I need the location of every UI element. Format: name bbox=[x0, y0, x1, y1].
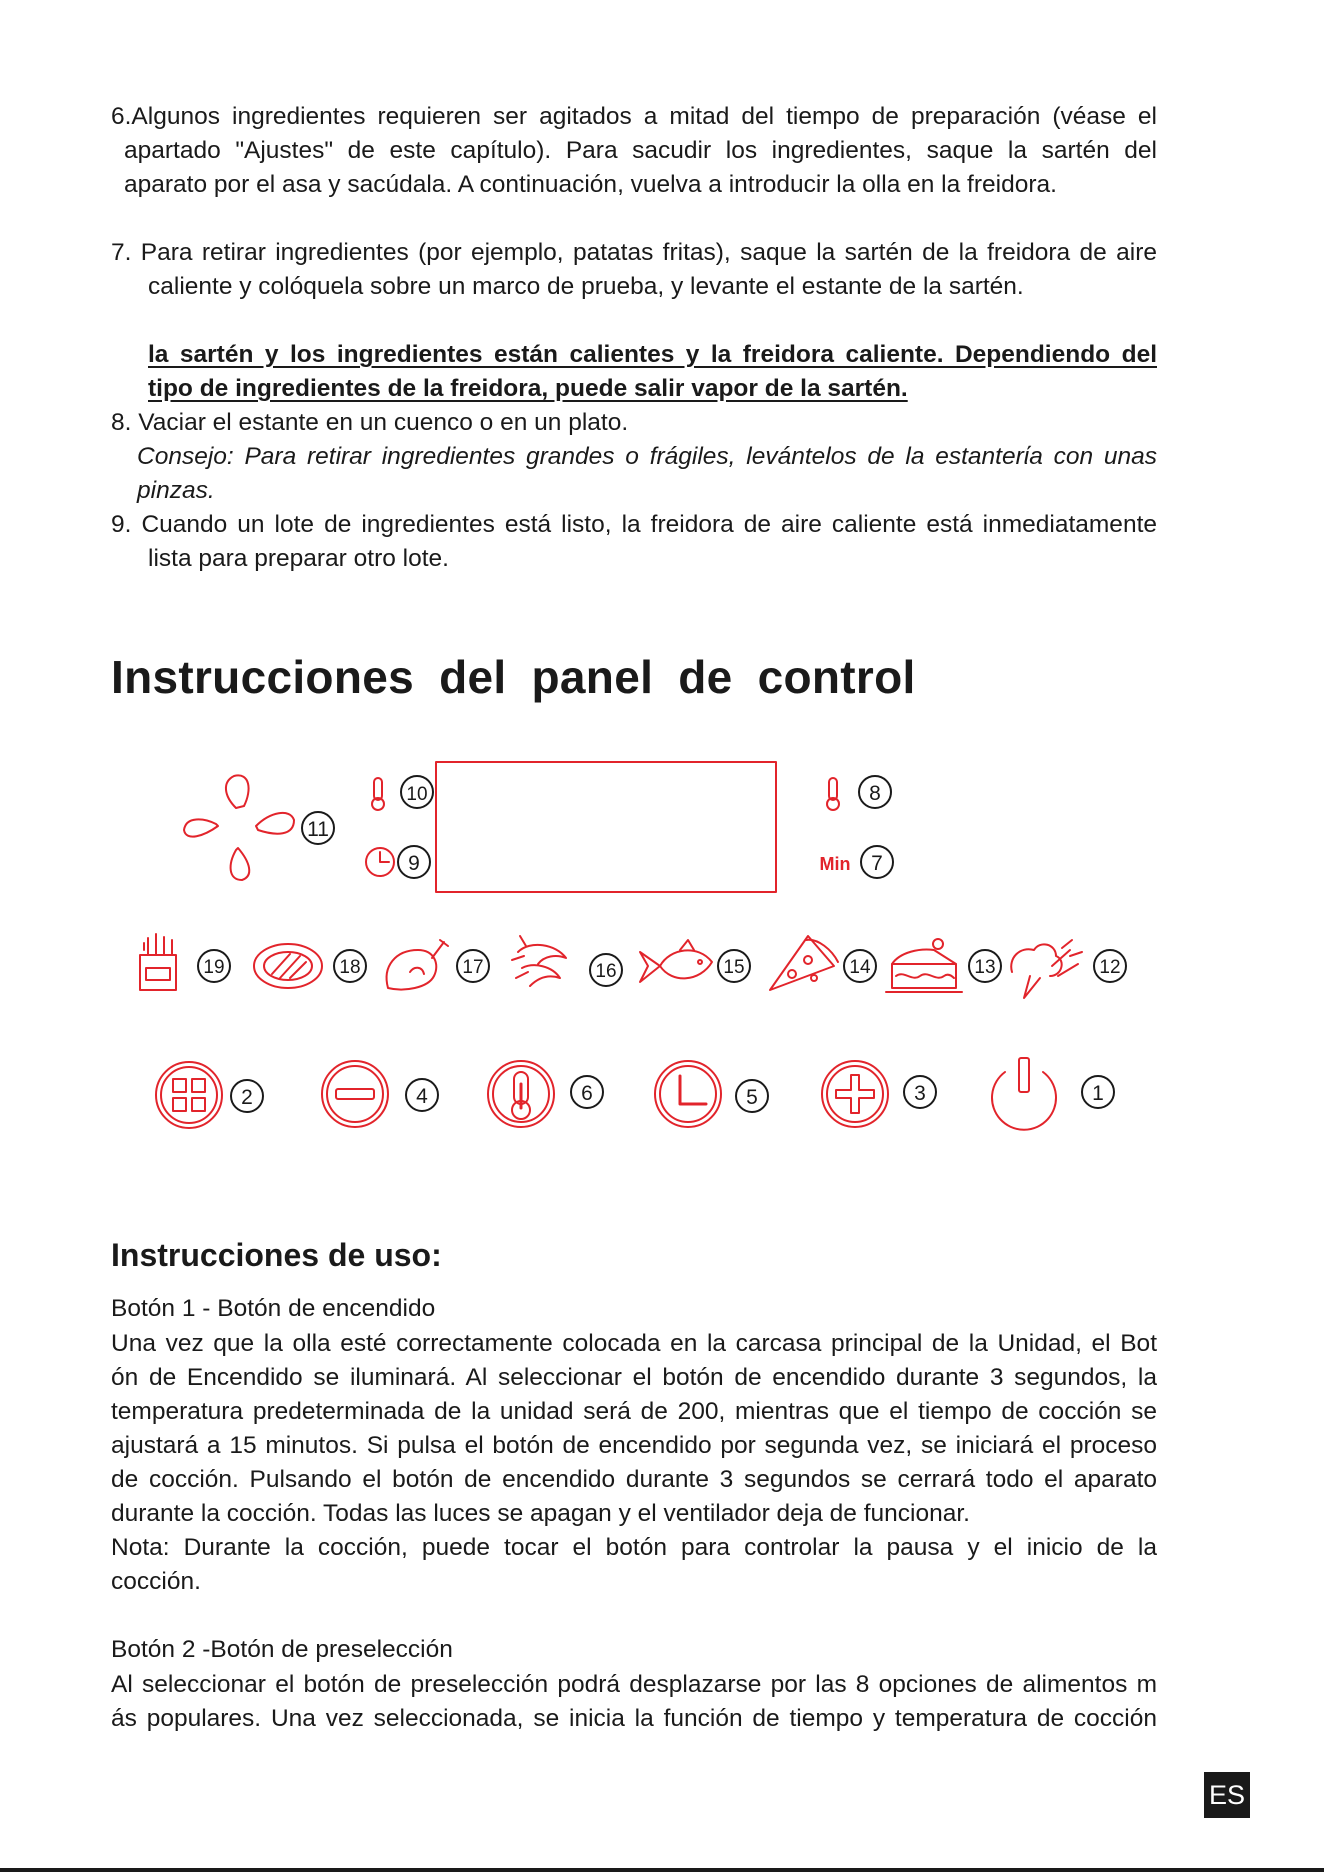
tip-line-1: Consejo: Para retirar ingredientes grandes o frágiles, levántelos de la estanterίa con unas bbox=[137, 443, 1157, 470]
bottom-rule bbox=[0, 1868, 1324, 1872]
step-6-line-3: aparato por el asa y sacúdala. A continuación, vuelva a introducir la olla en la freidora. bbox=[124, 171, 1057, 198]
steak-icon bbox=[254, 944, 322, 988]
step-6-line-2: apartado "Ajustes" de este capítulo). Para sacudir los ingredientes, saque la sartén del bbox=[124, 137, 1157, 164]
number-19-badge bbox=[198, 950, 230, 982]
number-10: 10 bbox=[406, 784, 428, 805]
time-button[interactable] bbox=[655, 1061, 721, 1127]
button-2-line-2: ás populares. Una vez seleccionada, se inicia la función de tiempo y temperatura de cocción bbox=[111, 1705, 1157, 1732]
number-9-badge bbox=[398, 846, 430, 878]
number-15: 15 bbox=[723, 957, 745, 978]
usage-heading: Instrucciones de uso: bbox=[111, 1237, 442, 1273]
number-12: 12 bbox=[1099, 957, 1121, 978]
thermometer-icon bbox=[512, 1072, 530, 1119]
step-9-line-1: 9. Cuando un lote de ingredientes está listo, la freidora de aire caliente está inmediatamente bbox=[111, 511, 1157, 538]
thermometer-icon bbox=[827, 778, 839, 810]
thermometer-icon bbox=[372, 778, 384, 810]
chicken-icon bbox=[387, 940, 448, 990]
button-1-line-4: ajustará a 15 minutos. Si pulsa el botón de encendido por segunda vez, se iniciará el proceso bbox=[111, 1432, 1157, 1459]
fan-icon bbox=[184, 775, 294, 880]
number-2: 2 bbox=[241, 1086, 253, 1109]
number-14: 14 bbox=[849, 957, 871, 978]
button-1-line-6: durante la cocción. Todas las luces se apagan y el ventilador deja de funcionar. bbox=[111, 1500, 970, 1527]
number-2-badge bbox=[231, 1080, 263, 1112]
step-7-line-1: 7. Para retirar ingredientes (por ejemplo, patatas fritas), saque la sartén de la freidora de aire bbox=[111, 239, 1157, 266]
power-icon bbox=[992, 1058, 1056, 1130]
display-screen bbox=[436, 762, 776, 892]
minutes-label: Min bbox=[819, 854, 851, 874]
clock-icon bbox=[680, 1076, 706, 1104]
number-7-badge bbox=[861, 846, 893, 878]
button-1-line-5: de cocción. Pulsando el botón de encendido durante 3 segundos se cerrará todo el aparato bbox=[111, 1466, 1157, 1493]
minus-icon bbox=[336, 1089, 374, 1099]
warning-line-1: la sartén y los ingredientes están calientes y la freidora caliente. Dependiendo del bbox=[148, 341, 1157, 368]
temperature-button[interactable] bbox=[488, 1061, 554, 1127]
step-7-line-2: caliente y colóquela sobre un marco de prueba, y levante el estante de la sartén. bbox=[148, 273, 1024, 300]
clock-icon bbox=[366, 848, 394, 876]
number-13: 13 bbox=[974, 957, 996, 978]
number-5-badge bbox=[736, 1080, 768, 1112]
vegetables-icon bbox=[1011, 940, 1082, 998]
button-1-line-3: temperatura predeterminada de la unidad será de 200, mientras que el tiempo de cocción se bbox=[111, 1398, 1157, 1425]
number-15-badge bbox=[718, 950, 750, 982]
number-19: 19 bbox=[203, 957, 225, 978]
plus-icon bbox=[836, 1075, 874, 1113]
number-18: 18 bbox=[339, 957, 361, 978]
control-panel-diagram bbox=[0, 740, 1324, 1160]
number-18-badge bbox=[334, 950, 366, 982]
number-4: 4 bbox=[416, 1085, 428, 1108]
number-6: 6 bbox=[581, 1082, 593, 1105]
step-8-line-1: 8. Vaciar el estante en un cuenco o en un plato. bbox=[111, 409, 629, 436]
number-8-badge bbox=[859, 776, 891, 808]
note-line-2: cocción. bbox=[111, 1568, 201, 1595]
language-tab: ES bbox=[1204, 1772, 1250, 1818]
number-3-badge bbox=[904, 1076, 936, 1108]
pizza-icon bbox=[770, 936, 838, 990]
power-button[interactable] bbox=[992, 1058, 1056, 1130]
number-11-badge bbox=[302, 812, 334, 844]
button-1-line-2: ón de Encendido se iluminará. Al seleccionar el botón de encendido durante 3 segundos, la bbox=[111, 1364, 1157, 1391]
shrimp-icon bbox=[512, 936, 566, 986]
fries-icon bbox=[140, 934, 176, 990]
number-8: 8 bbox=[869, 782, 881, 805]
button-1-title: Botón 1 - Botón de encendido bbox=[111, 1295, 436, 1322]
number-13-badge bbox=[969, 950, 1001, 982]
number-3: 3 bbox=[914, 1082, 926, 1105]
number-1-badge bbox=[1082, 1076, 1114, 1108]
number-1: 1 bbox=[1092, 1082, 1104, 1105]
button-2-title: Botón 2 -Botón de preselección bbox=[111, 1636, 453, 1663]
number-14-badge bbox=[844, 950, 876, 982]
number-10-badge bbox=[401, 776, 433, 808]
number-12-badge bbox=[1094, 950, 1126, 982]
number-9: 9 bbox=[408, 852, 420, 875]
warning-line-2: tipo de ingredientes de la freidora, puede salir vapor de la sartén. bbox=[148, 375, 908, 402]
plus-button[interactable] bbox=[822, 1061, 888, 1127]
panel-heading: Instrucciones del panel de control bbox=[111, 651, 916, 703]
cake-icon bbox=[886, 939, 962, 992]
number-11: 11 bbox=[307, 818, 329, 841]
number-16: 16 bbox=[595, 961, 617, 982]
number-6-badge bbox=[571, 1076, 603, 1108]
number-5: 5 bbox=[746, 1086, 758, 1109]
button-1-line-1: Una vez que la olla esté correctamente colocada en la carcasa principal de la Unidad, el Bot bbox=[111, 1330, 1157, 1357]
step-6-line-1: 6.Algunos ingredientes requieren ser agitados a mitad del tiempo de preparación (véase el bbox=[111, 103, 1157, 130]
note-line-1: Nota: Durante la cocción, puede tocar el botón para controlar la pausa y el inicio de la bbox=[111, 1534, 1157, 1561]
fish-icon bbox=[640, 940, 712, 982]
number-16-badge bbox=[590, 954, 622, 986]
number-17: 17 bbox=[462, 957, 484, 978]
tip-line-2: pinzas. bbox=[137, 477, 215, 504]
preset-button[interactable] bbox=[156, 1062, 222, 1128]
step-9-line-2: lista para preparar otro lote. bbox=[148, 545, 449, 572]
number-17-badge bbox=[457, 950, 489, 982]
number-4-badge bbox=[406, 1079, 438, 1111]
number-7: 7 bbox=[871, 852, 883, 875]
button-2-line-1: Al seleccionar el botón de preselección podrá desplazarse por las 8 opciones de alimentos m bbox=[111, 1671, 1157, 1698]
minus-button[interactable] bbox=[322, 1061, 388, 1127]
preset-grid-icon bbox=[173, 1079, 205, 1111]
